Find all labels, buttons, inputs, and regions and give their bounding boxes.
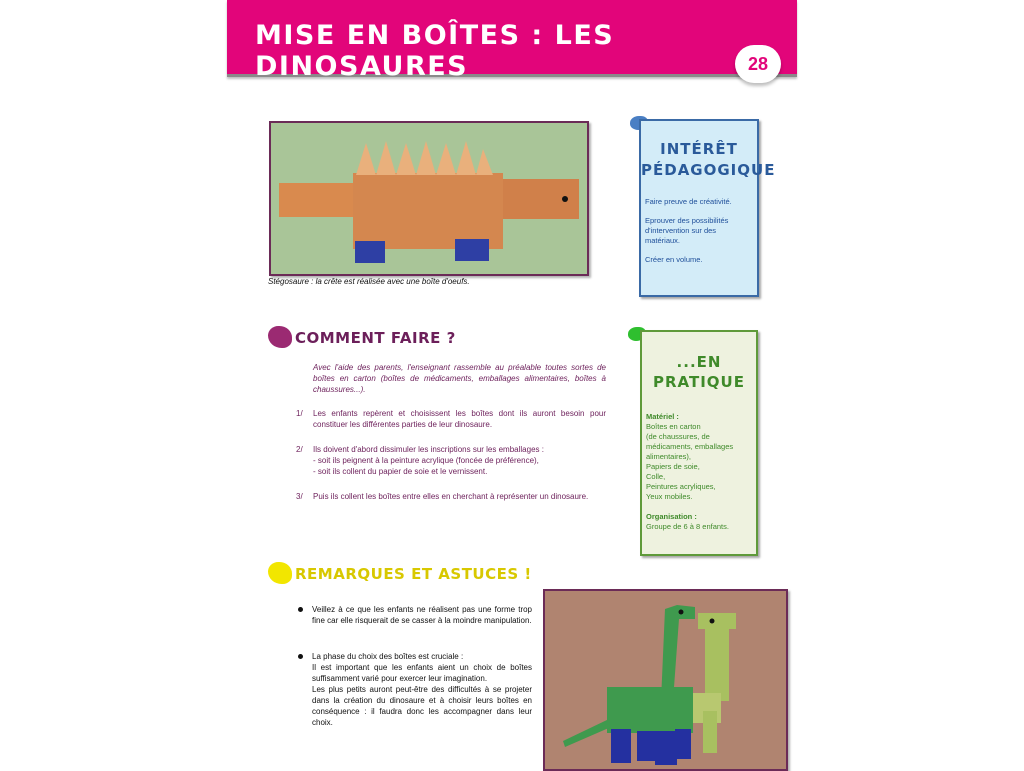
comment-faire-intro: Avec l'aide des parents, l'enseignant rassemble au préalable toutes sortes de boîtes en carton (boîtes de médicaments, emballages alimentaires, boîtes à chaussures...). <box>313 363 606 394</box>
materiel-item: (de chaussures, de médicaments, emballages alimentaires), <box>646 432 734 461</box>
en-pratique-panel <box>640 330 758 556</box>
page-header <box>227 0 797 82</box>
bullet-icon <box>298 607 303 612</box>
step-number: 2/ <box>296 445 303 454</box>
pratique-content <box>646 412 754 532</box>
step-text: Puis ils collent les boîtes entre elles en cherchant à représenter un dinosaure. <box>313 492 589 501</box>
panel-title-line1: INTÉRÊT <box>660 140 738 158</box>
stegosaurus-illustration <box>271 123 587 274</box>
panel-title-line1: ...EN <box>676 353 722 371</box>
remark-text: Les plus petits auront peut-être des difficultés à se projeter dans la création du dinosaure et à choisir leurs boîtes en conséquence : il faudra donc les accompagner dans leur choix. <box>312 685 532 727</box>
remark-text: Il est important que les enfants aient un choix de boîtes suffisamment varié pour exercer leur imagination. <box>312 663 532 683</box>
panel-title-line2: PRATIQUE <box>653 373 745 391</box>
organisation-label: Organisation : <box>646 512 697 521</box>
page-title: MISE EN BOÎTES : LES DINOSAURES <box>255 20 615 82</box>
remark-text: La phase du choix des boîtes est cruciale : <box>312 652 464 661</box>
yellow-splat-icon <box>268 562 292 584</box>
interet-item: Faire preuve de créativité. <box>645 197 732 206</box>
panel-title-line2: PÉDAGOGIQUE <box>641 161 776 179</box>
interet-items <box>645 197 753 274</box>
interet-pedagogique-panel <box>639 119 776 297</box>
photo-caption: Stégosaure : la crête est réalisée avec une boîte d'oeufs. <box>268 277 470 286</box>
stegosaurus-photo <box>269 121 589 276</box>
page-number-badge: 28 <box>735 45 781 83</box>
materiel-item: Yeux mobiles. <box>646 492 693 501</box>
materiel-label: Matériel : <box>646 412 679 421</box>
long-neck-dinosaurs-illustration <box>545 591 786 769</box>
step-text: Les enfants repèrent et choisissent les boîtes dont ils auront besoin pour constituer les différentes parties de leur dinosaure. <box>313 409 606 429</box>
step-number: 1/ <box>296 409 303 418</box>
interet-item: Créer en volume. <box>645 255 703 264</box>
step-subtext: - soit ils peignent à la peinture acrylique (foncée de préférence), <box>313 456 539 465</box>
step-text: Ils doivent d'abord dissimuler les inscriptions sur les emballages : <box>313 445 544 454</box>
long-neck-dinosaurs-photo <box>543 589 788 771</box>
materiel-item: Boîtes en carton <box>646 422 701 431</box>
interet-item: Eprouver des possibilités d'intervention sur des matériaux. <box>645 216 729 245</box>
bullet-icon <box>298 654 303 659</box>
step-text-block <box>313 444 606 477</box>
step-number: 3/ <box>296 492 303 501</box>
comment-faire-heading: COMMENT FAIRE ? <box>295 329 456 347</box>
remark-text-block <box>312 651 532 728</box>
purple-splat-icon <box>268 326 292 348</box>
remark-text: Veillez à ce que les enfants ne réalisent pas une forme trop fine car elle risquerait de se casser à la moindre manipulation. <box>312 605 532 625</box>
organisation-value: Groupe de 6 à 8 enfants. <box>646 522 729 531</box>
step-subtext: - soit ils collent du papier de soie et le vernissent. <box>313 467 488 476</box>
materiel-item: Peintures acryliques, <box>646 482 716 491</box>
materiel-item: Papiers de soie, <box>646 462 700 471</box>
remarques-heading: REMARQUES ET ASTUCES ! <box>295 565 532 583</box>
materiel-item: Colle, <box>646 472 666 481</box>
